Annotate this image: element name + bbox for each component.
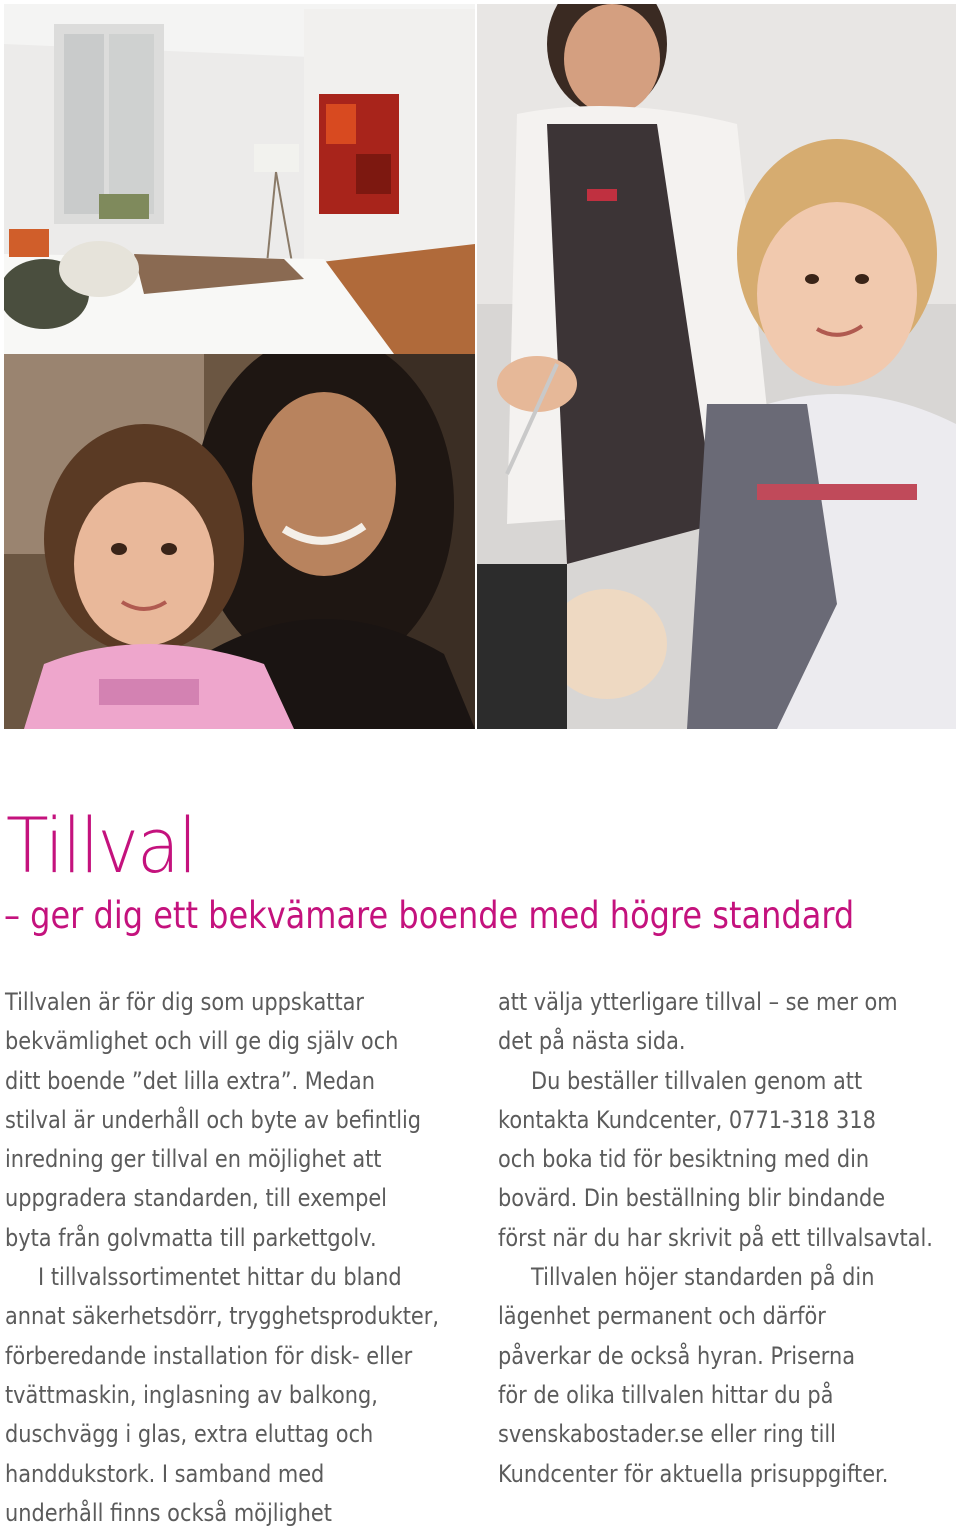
body-line-text: I tillvalssortimentet hittar du bland xyxy=(38,1263,402,1292)
photo-kitchen xyxy=(477,4,956,729)
body-line: stilval är underhåll och byte av befintlig xyxy=(5,1105,422,1134)
body-line: annat säkerhetsdörr, trygghetsprodukter, xyxy=(5,1302,439,1331)
body-line: inredning ger tillval en möjlighet att xyxy=(5,1145,382,1174)
body-line: underhåll finns också möjlighet xyxy=(5,1498,332,1527)
body-line: förberedande installation för disk- eller xyxy=(5,1341,413,1370)
page-title: Tillval xyxy=(6,801,196,890)
body-line-indented xyxy=(498,1258,933,1297)
body-line: Kundcenter för aktuella prisuppgifter. xyxy=(498,1459,889,1488)
body-line: bovärd. Din beställning blir bindande xyxy=(498,1184,886,1213)
body-line: svenskabostader.se eller ring till xyxy=(498,1420,836,1449)
body-line: först när du har skrivit på ett tillvalsavtal. xyxy=(498,1223,933,1252)
body-line-indented xyxy=(498,1062,933,1101)
page-subtitle: – ger dig ett bekvämare boende med högre standard xyxy=(4,894,855,937)
body-line-indented xyxy=(5,1258,439,1297)
body-column-left xyxy=(5,983,439,1533)
body-line: tvättmaskin, inglasning av balkong, xyxy=(5,1380,378,1409)
body-line: och boka tid för besiktning med din xyxy=(498,1145,870,1174)
body-line: lägenhet permanent och därför xyxy=(498,1302,826,1331)
photo-bedroom xyxy=(4,4,475,354)
body-line: uppgradera standarden, till exempel xyxy=(5,1184,387,1213)
body-line: handdukstork. I samband med xyxy=(5,1459,325,1488)
photo-mother-daughter xyxy=(4,354,475,729)
body-line-text: Tillvalen höjer standarden på din xyxy=(531,1263,875,1292)
body-line: duschvägg i glas, extra eluttag och xyxy=(5,1420,374,1449)
body-line: påverkar de också hyran. Priserna xyxy=(498,1341,856,1370)
body-line: för de olika tillvalen hittar du på xyxy=(498,1380,834,1409)
body-line: byta från golvmatta till parkettgolv. xyxy=(5,1223,377,1252)
body-line: ditt boende ”det lilla extra”. Medan xyxy=(5,1066,375,1095)
body-line-text: Du beställer tillvalen genom att xyxy=(531,1066,863,1095)
body-column-right xyxy=(498,983,933,1494)
body-line: det på nästa sida. xyxy=(498,1027,686,1056)
body-line: att välja ytterligare tillval – se mer om xyxy=(498,988,898,1016)
body-line: Tillvalen är för dig som uppskattar xyxy=(5,988,365,1016)
body-line: kontakta Kundcenter, 0771-318 318 xyxy=(498,1105,876,1134)
body-line: bekvämlighet och vill ge dig själv och xyxy=(5,1027,399,1056)
